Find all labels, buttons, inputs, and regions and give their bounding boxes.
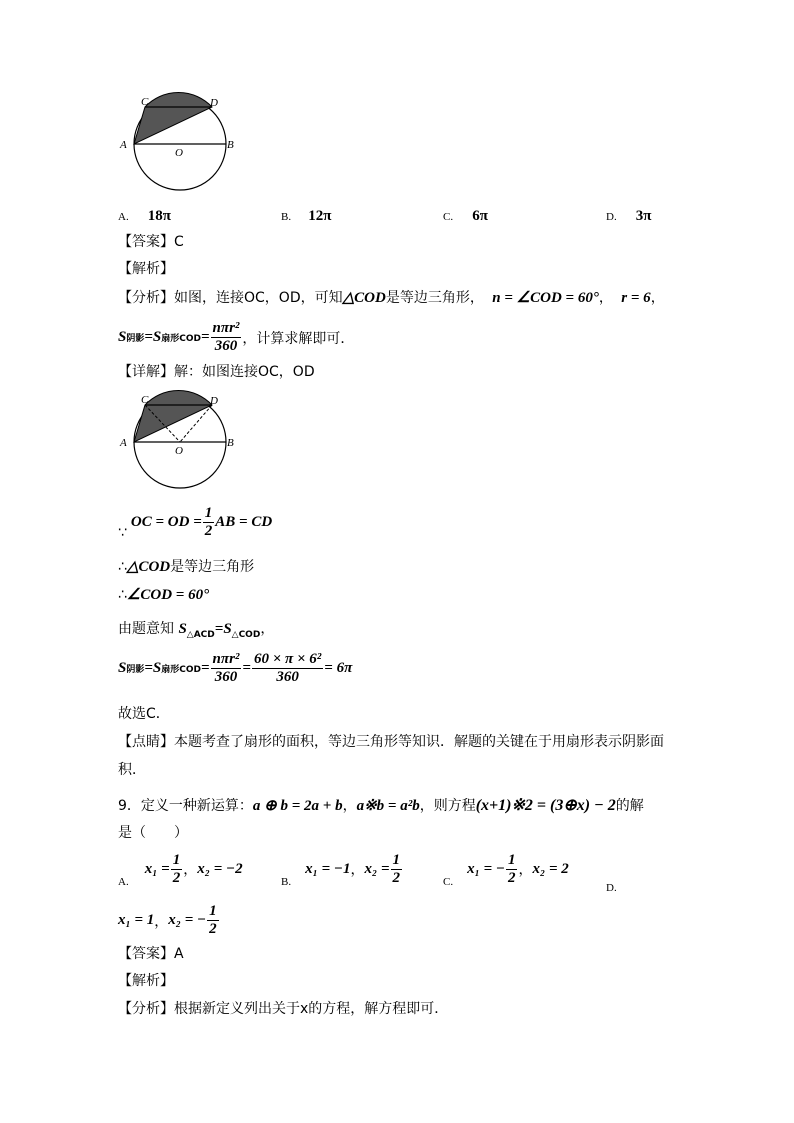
q9-analysis-label: 【解析】 <box>118 973 174 989</box>
dianjing-line-2: 积． <box>118 762 146 778</box>
q9-option-a: A. x₁ = $\frac{1}{2}$ ， x₂ = −2 <box>118 851 243 888</box>
q9-option-d: x₁ = 1 ， x₂ = − $\frac{1}{2}$ <box>118 903 217 937</box>
circle-figure-2 <box>115 390 245 495</box>
label-d: D <box>210 97 218 109</box>
q9-option-d-letter: D. <box>606 882 617 894</box>
label-o: O <box>175 147 183 159</box>
option-b: B. 12π <box>281 208 332 224</box>
label-o-2: O <box>175 445 183 457</box>
proof-line-1: ∵ OC = OD = $\frac{1}{2}$ AB = CD <box>118 504 273 541</box>
proof-line-5: S 阴影 =S 扇形COD = $\frac{\text{nπr²}}{360}$ = $\frac{\text{60 × π × 6²}}{360}$ = 6π <box>118 651 353 685</box>
proof-line-4: 由题意知 $S_{\triangle ACD}=S_{\triangle COD}$， <box>118 621 275 640</box>
option-c: C. 6π <box>443 208 488 224</box>
analysis-text: 【分析】如图，连接OC，OD，可知△COD是等边三角形， n = ∠COD = 60°， r = 6， <box>118 290 665 306</box>
label-c: C <box>141 96 149 108</box>
q9-stem: 9．定义一种新运算：a ⊕ b = 2a + b，a※b = a²b，则方程(x+1)※2 = (3⊕x) − 2的解 <box>118 797 644 814</box>
label-d-2: D <box>210 395 218 407</box>
proof-line-2: ∴△COD是等边三角形 <box>118 559 255 575</box>
q9-option-c: C. x₁ = − $\frac{1}{2}$ ， x₂ = 2 <box>443 851 569 888</box>
answer-label: 【答案】C <box>118 234 184 250</box>
dianjing-line-1: 【点睛】本题考查了扇形的面积，等边三角形等知识．解题的关键在于用扇形表示阴影面 <box>118 734 664 750</box>
q9-option-b: B. x₁ = −1 ， x₂ = $\frac{1}{2}$ <box>281 851 400 888</box>
circle-figure-1 <box>115 92 245 197</box>
label-a: A <box>120 139 127 151</box>
analysis-formula: S 阴影 =S 扇形COD = $\frac{\text{nπr²}}{360}$ ，计算求解即可． <box>118 320 355 354</box>
option-d: D. 3π <box>606 208 652 224</box>
label-b-2: B <box>227 437 234 449</box>
q9-analysis-text: 【分析】根据新定义列出关于x的方程，解方程即可． <box>118 1001 449 1017</box>
label-a-2: A <box>120 437 127 449</box>
detail-text: 【详解】解：如图连接OC，OD <box>118 364 315 380</box>
q9-stem-line-2: 是（ ） <box>118 825 188 841</box>
label-b: B <box>227 139 234 151</box>
proof-line-3: ∴∠COD = 60° <box>118 587 210 603</box>
label-c-2: C <box>141 394 149 406</box>
q9-answer-label: 【答案】A <box>118 946 184 962</box>
choose-text: 故选C． <box>118 706 170 722</box>
option-a: A. 18π <box>118 208 172 224</box>
analysis-label: 【解析】 <box>118 261 174 277</box>
